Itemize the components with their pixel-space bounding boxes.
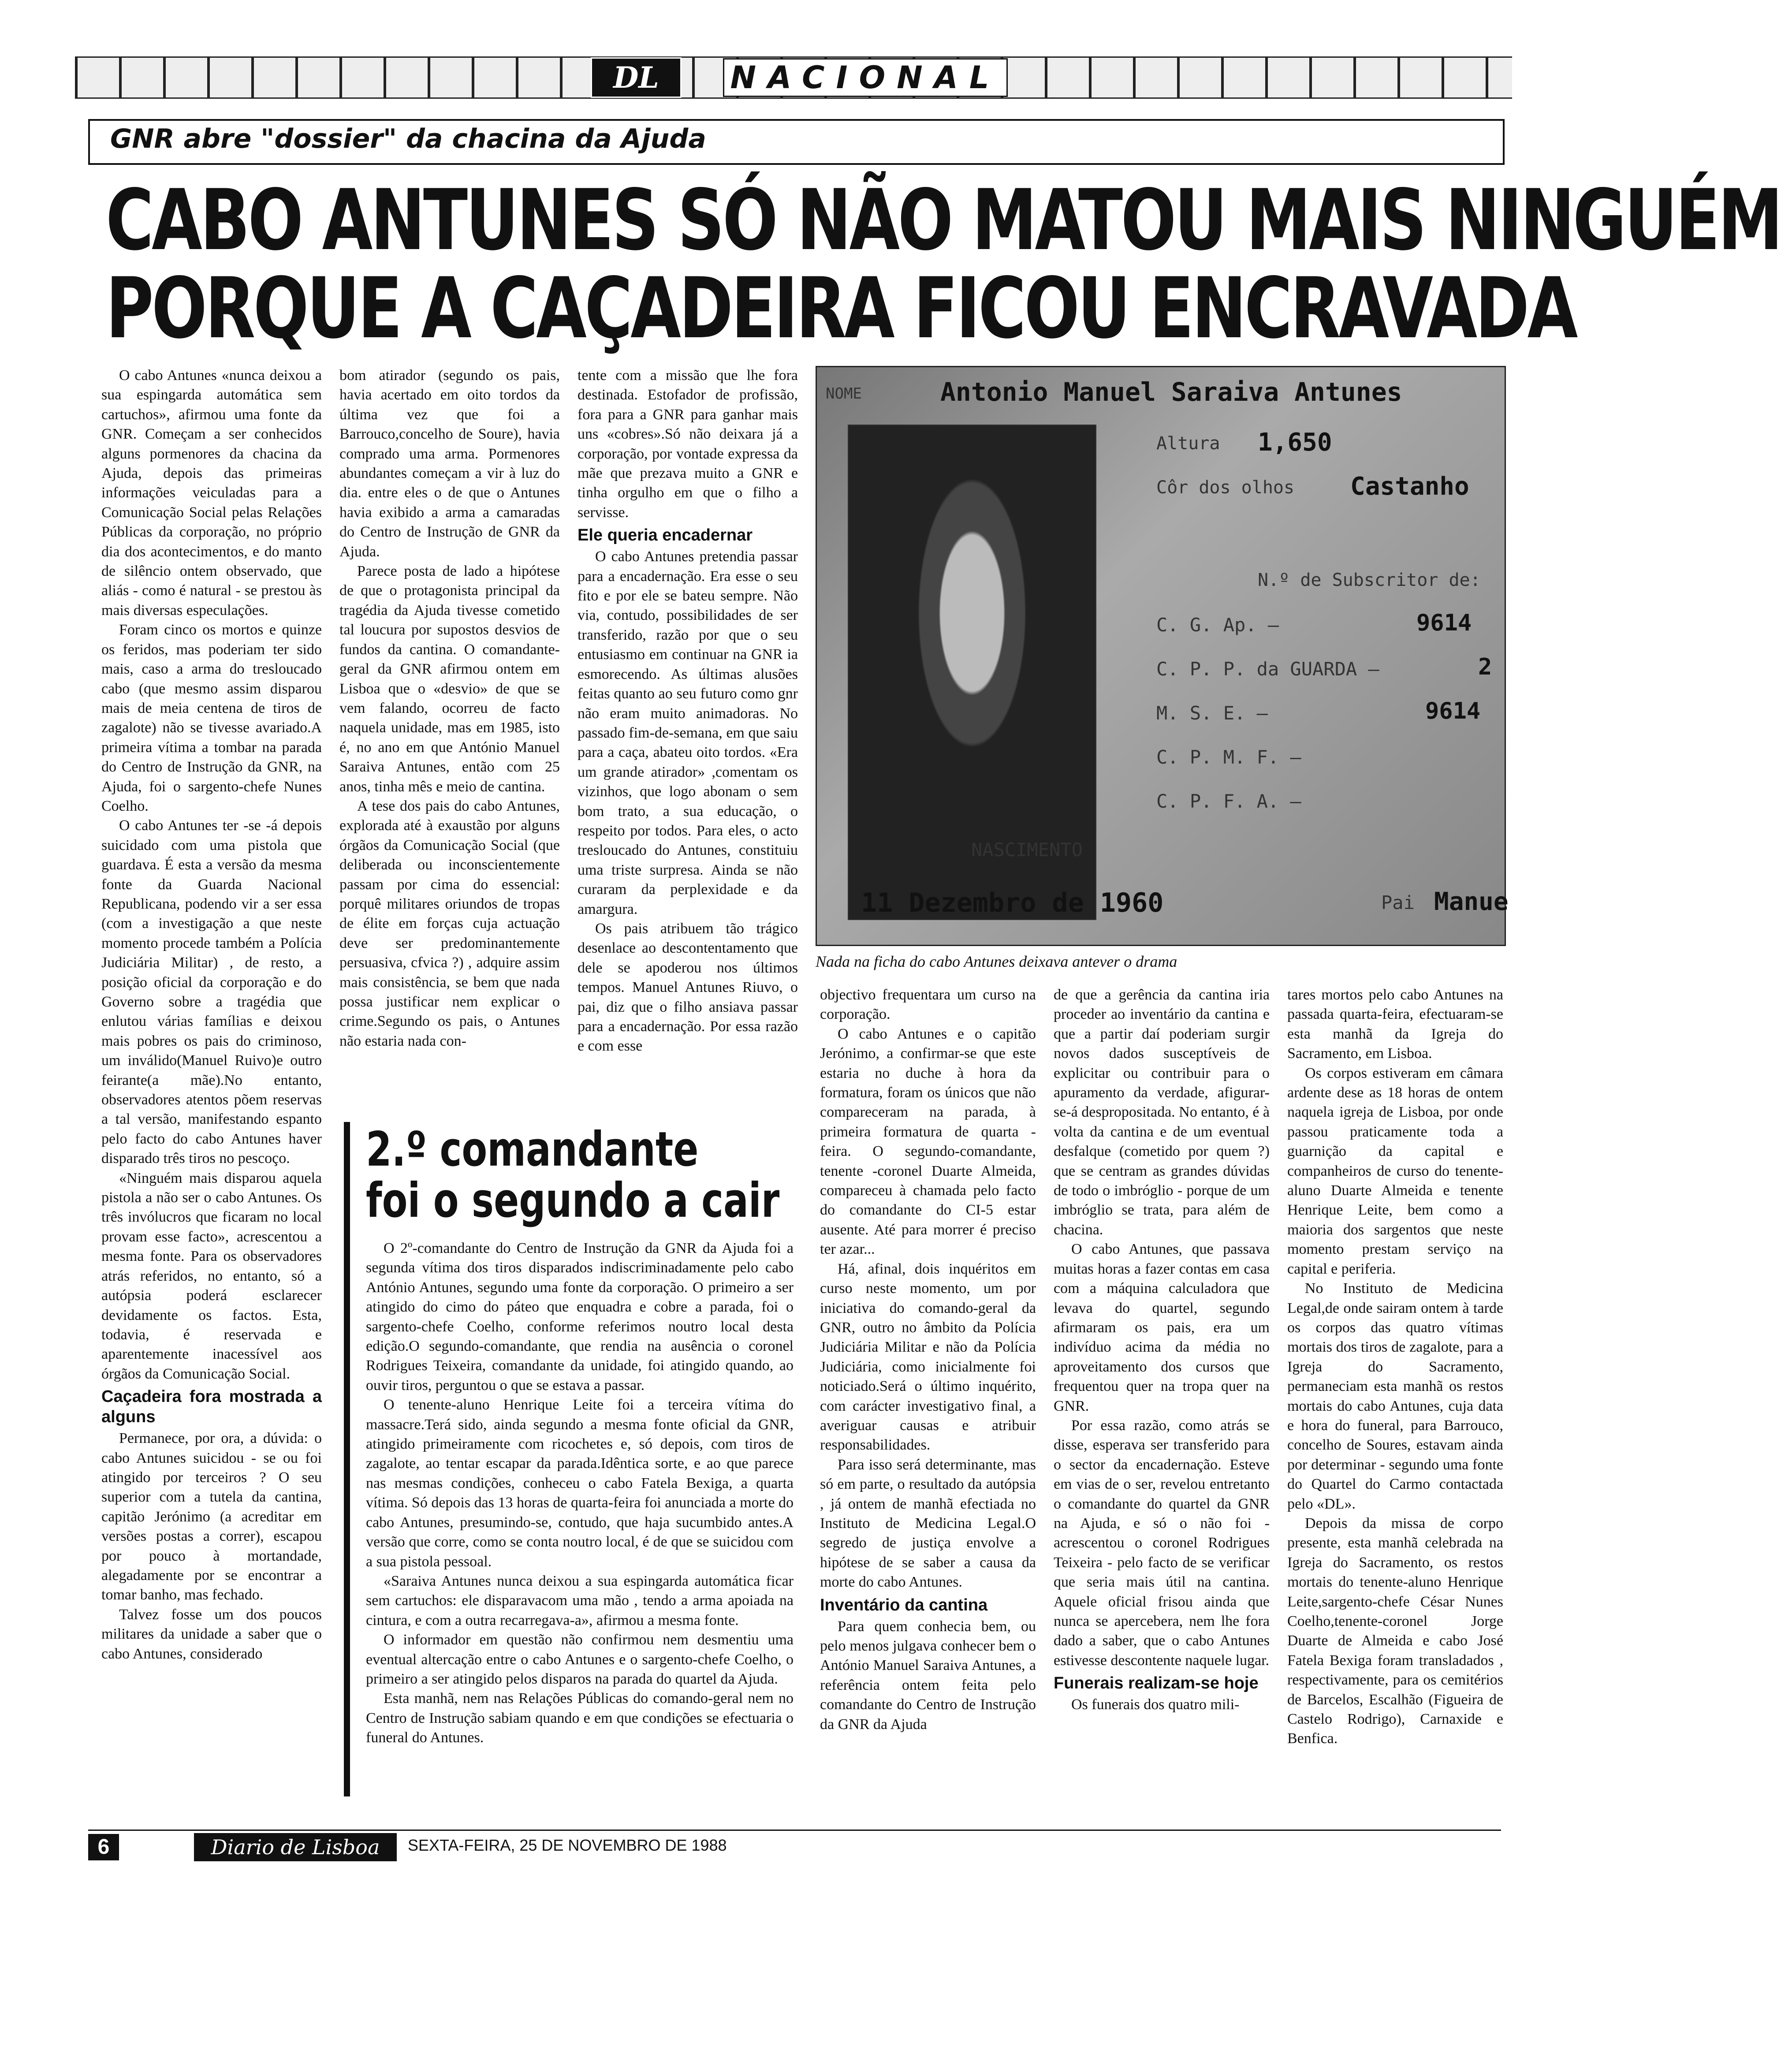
box-headline — [366, 1124, 779, 1226]
kicker: GNR abre "dossier" da chacina da Ajuda — [110, 123, 706, 154]
card-cga: C. G. Ap. — — [1156, 614, 1279, 636]
paragraph: O 2º-comandante do Centro de Instrução da GNR da Ajuda foi a segunda vítima dos tiros disparados indiscriminadamente pelo cabo António Antunes, segundo uma fonte da corporação. O primeiro a ser atingido do cimo do páteo que enquadra e cobre a parada, foi o sargento-chefe Coelho, conforme referimos noutro local desta edição.O segundo-comandante, que rendia na ausência o coronel Rodrigues Teixeira, comandante da unidade, foi atingido quando, ao ouvir tiros, perguntou o que se estava a passar. — [366, 1240, 794, 1394]
paragraph: de que a gerência da cantina iria proceder ao inventário da cantina e que a partir daí poderiam surgir novos dados susceptíveis de explicitar ou contribuir para o apuramento da verdade, afigurar-se-á despropositada. No entanto, é à volta da cantina e de um eventual desfalque (cometido por quem ?) que se centram as grandes dúvidas de todo o imbróglio - porque de um imbróglio se trata, para além de chacina. — [1054, 987, 1270, 1238]
article-column-2 — [339, 366, 560, 1115]
paragraph: «Saraiva Antunes nunca deixou a sua espingarda automática ficar sem cartuchos: ele disparavacom uma mão , tendo a arma apoiada na cintura, e com a outra recarregava-a», afirmou a mesma fonte. — [366, 1573, 794, 1629]
paragraph: O tenente-aluno Henrique Leite foi a terceira vítima do massacre.Terá sido, ainda segundo a mesma fonte oficial da GNR, atingido primeiramente com ricochetes e, só depois, com tiros de zagalote, ao tentar escapar da parada.Idêntica sorte, e ao que parece nas mesmas condições, conheceu o cabo Fatela Bexiga, a quarta vítima. Só depois das 13 horas de quarta-feira foi anunciada a morte do cabo Antunes, presumindo-se, contudo, que haja sucumbido antes.A versão que corre, como se conta noutro local, é de que se suicidou com a sua pistola pessoal. — [366, 1397, 794, 1570]
paragraph: Talvez fosse um dos poucos militares da unidade a saber que o cabo Antunes, considerado — [101, 1606, 322, 1662]
card-altura: 1,650 — [1258, 428, 1332, 457]
id-card-photo — [816, 366, 1509, 946]
paragraph: Esta manhã, nem nas Relações Públicas do comando-geral nem no Centro de Instrução sabiam quando e em que condições se efectuaria o funeral do Antunes. — [366, 1690, 794, 1746]
issue-date: SEXTA-FEIRA, 25 DE NOVEMBRO DE 1988 — [408, 1836, 727, 1854]
paragraph: Os corpos estiveram em câmara ardente dese as 18 horas de ontem naquela igreja de Lisboa, por onde passou praticamente toda a guarnição da capital e companheiros de curso do tenente-aluno Duarte Almeida e tenente Henrique Leite, bem como a maioria dos sargentos que neste momento prestam serviço na capital e periferia. — [1287, 1065, 1503, 1277]
paragraph: objectivo frequentara um curso na corporação. — [820, 987, 1036, 1023]
card-cpfa: C. P. F. A. — — [1156, 790, 1301, 812]
paragraph: tente com a missão que lhe fora destinada. Estofador de profissão, fora para a GNR para ganhar mais uns «cobres».Só não deixara já a corporação, por vontade expressa da mãe que prezava muito a GNR e tinha orgulho em que o filho a servisse. — [578, 367, 798, 521]
page-number: 6 — [88, 1834, 119, 1860]
paragraph: Os pais atribuem tão trágico desenlace ao descontentamento que dele se apoderou nos últimos tempos. Manuel Antunes Riuvo, o pai, diz que o filho ansiava passar para a encadernação. Por essa razão e com esse — [578, 920, 798, 1055]
card-mse: M. S. E. — — [1156, 702, 1268, 724]
headline — [106, 171, 1781, 357]
paragraph: O cabo Antunes ter -se -á depois suicidado com uma pistola que guardava. É esta a versão da mesma fonte da Guarda Nacional Republicana, podendo vir a ser essa (com a investigação a que neste momento procede também a Polícia Judiciária Militar) , de resto, a posição oficial da corporação e do Governo sobre a tragédia que enlutou várias famílias e deixou mais pobres os pais do criminoso, um inválido(Manuel Ruivo)e outro feirante(a mãe).No entanto, observadores atentos põem reservas a tal versão, manifestando espanto pelo facto do cabo Antunes haver disparado três tiros no pescoço. — [101, 817, 322, 1167]
card-nascimento: 11 Dezembro de 1960 — [861, 887, 1164, 918]
card-mse-value: 9614 — [1425, 698, 1481, 724]
paragraph: O cabo Antunes e o capitão Jerónimo, a confirmar-se que este estaria no duche à hora da formatura, foram os únicos que não compareceram na parada, à primeira formatura de quarta - feira. O segundo-comandante, tenente -coronel Duarte Almeida, compareceu à chamada pelo facto do comandante do CI-5 estar ausente. Até para morrer é preciso ter azar... — [820, 1025, 1036, 1258]
article-column-1 — [101, 366, 322, 1821]
card-subscritor: N.º de Subscritor de: — [1258, 570, 1481, 590]
card-nascimento-label: NASCIMENTO — [971, 839, 1083, 861]
card-pai-label: Pai — [1381, 892, 1415, 913]
paragraph: Para isso será determinante, mas só em parte, o resultado da autópsia , já ontem de manhã efectiada no Instituto de Medicina Legal.O segredo de justiça envolve a hipótese de se saber a causa da morte do cabo Antunes. — [820, 1456, 1036, 1591]
paragraph: bom atirador (segundo os pais, havia acertado em oito tordos da última vez que foi a Barrouco,concelho de Soure), havia comprado uma arma. Pormenores abundantes começam a vir à luz do dia. entre eles o de que o Antunes havia exibido a arma a camaradas do Centro de Instrução de GNR da Ajuda. — [339, 367, 560, 560]
section-name: NACIONAL — [723, 58, 1008, 97]
card-pai-value: Manue — [1434, 887, 1509, 916]
headline-line-1: CABO ANTUNES SÓ NÃO MATOU MAIS NINGUÉM — [106, 171, 1781, 269]
article-column-6 — [1287, 985, 1503, 1819]
subheading: Caçadeira fora mostrada a alguns — [101, 1387, 322, 1427]
paragraph: Foram cinco os mortos e quinze os feridos, mas poderiam ter sido mais, caso a arma do tresloucado cabo (que mesmo assim disparou mais de meia centena de tiros de zagalote) não se tivesse avariado.A primeira vítima a tombar na parada do Centro de Instrução da GNR, na Ajuda, foi o sargento-chefe Nunes Coelho. — [101, 622, 322, 814]
paragraph: O cabo Antunes, que passava muitas horas a fazer contas em casa com a máquina calculadora que levava do quartel, segundo afirmaram os pais, era um indivíduo acima da média no aproveitamento dos cursos que frequentou quer na tropa quer na GNR. — [1054, 1241, 1270, 1414]
subheading: Inventário da cantina — [820, 1595, 988, 1614]
headline-line-2: PORQUE A CAÇADEIRA FICOU ENCRAVADA — [106, 260, 1576, 357]
article-column-3 — [578, 366, 798, 1115]
card-cpp: C. P. P. da GUARDA — — [1156, 658, 1379, 680]
paragraph: tares mortos pelo cabo Antunes na passada quarta-feira, efectuaram-se esta manhã da Igreja do Sacramento, em Lisboa. — [1287, 987, 1503, 1062]
paragraph: «Ninguém mais disparou aquela pistola a não ser o cabo Antunes. Os três invólucros que ficaram no local provam esse facto», acrescentou a mesma fonte. Para os observadores atrás referidos, no entanto, só a autópsia poderá esclarecer devidamente os factos. Esta, todavia, é reservada e aparentemente inacessível aos órgãos da Comunicação Social. — [101, 1170, 322, 1382]
paragraph: O cabo Antunes «nunca deixou a sua espingarda automática sem cartuchos», afirmou uma fonte da GNR. Começam a ser conhecidos alguns pormenores da chacina da Ajuda, depois das primeiras informações veiculadas para a Comunicação Social pelas Relações Públicas da corporação, no próprio dia dos acontecimentos, e do manto de silêncio ontem observado, que aliás - como é natural - se prestou às mais diversas especulações. — [101, 367, 322, 619]
card-cpmf: C. P. M. F. — — [1156, 746, 1301, 768]
card-olhos-label: Côr dos olhos — [1156, 477, 1295, 498]
subheading: Ele queria encadernar — [578, 526, 753, 545]
paragraph: Há, afinal, dois inquéritos em curso neste momento, um por iniciativa do comando-geral da GNR, outro no âmbito da Polícia Judiciária Militar e não da Polícia Judiciária, como inicialmente foi noticiado.Será o último inquérito, com carácter investigativo final, a averiguar causas e atribuir responsabilidades. — [820, 1260, 1036, 1453]
box-rule — [344, 1122, 350, 1796]
section-logo: DL — [591, 57, 682, 98]
paragraph: Os funerais dos quatro mili- — [1071, 1696, 1240, 1713]
paragraph: No Instituto de Medicina Legal,de onde sairam ontem à tarde os corpos das quatro vítimas mortais dos tiros de zagalote, para a Igreja do Sacramento, permaneciam esta manhã os restos mortais do cabo Antunes, cuja data e hora do funeral, para Barrouco, concelho de Soures, estavam ainda por determinar - segundo uma fonte do Quartel do Carmo contactada pelo «DL». — [1287, 1280, 1503, 1512]
paragraph: Por essa razão, como atrás se disse, esperava ser transferido para o sector da encadernação. Esteve em vias de o ser, revelou entretanto o comandante do quartel da GNR na Ajuda, e só o não foi - acrescentou o coronel Rodrigues Teixeira - pelo facto de se verificar que seria mais útil na cantina. Aquele oficial frisou ainda que nunca se apercebera, nem lhe fora dado a saber, que o cabo Antunes estivesse descontente naquele lugar. — [1054, 1417, 1270, 1669]
newspaper-masthead: Diario de Lisboa — [194, 1833, 397, 1861]
article-column-5 — [1054, 985, 1270, 1819]
card-cpp-value: 2 — [1478, 654, 1492, 680]
article-column-4 — [820, 985, 1036, 1819]
paragraph: Permanece, por ora, a dúvida: o cabo Antunes suicidou - se ou foi atingido por terceiros ? O seu superior com a tutela da cantina, capitão Jerónimo (a acreditar em versões postas a correr), escapou por pouco à mortandade, alegadamente por se encontrar a tomar banho, mas fechado. — [101, 1430, 322, 1603]
card-cga-value: 9614 — [1416, 610, 1472, 636]
paragraph: Para quem conhecia bem, ou pelo menos julgava conhecer bem o António Manuel Saraiva Antunes, a referência ontem feita pelo comandante do Centro de Instrução da GNR da Ajuda — [820, 1618, 1036, 1733]
paragraph: Parece posta de lado a hipótese de que o protagonista principal da tragédia da Ajuda tivesse cometido tal loucura por supostos desvios de fundos da cantina. O comandante-geral da GNR afirmou ontem em Lisboa que o «desvio» de que se vem falando, ocorreu de facto naquela unidade, mas em 1985, isto é, no ano em que António Manuel Saraiva Antunes, então com 25 anos, tinha mês e meio de cantina. — [339, 563, 560, 795]
paragraph: O cabo Antunes pretendia passar para a encadernação. Era esse o seu fito e por ele se bateu sempre. Não via, contudo, possibilidades de ser transferido, razão por que o seu entusiasmo em continuar na GNR ia esmorecendo. As últimas alusões feitas quanto ao seu futuro como gnr não eram muito animadoras. No passado fim-de-semana, em que saiu para a caça, abateu oito tordos. «Era um grande atirador» ,comentam os vizinhos, que logo abonam o sem bom trato, a sua educação, o respeito por todos. Para eles, o acto tresloucado do Antunes, constituiu uma triste surpresa. Ainda se não curaram da perplexidade e da amargura. — [578, 548, 798, 917]
box-article — [366, 1239, 794, 1821]
card-altura-label: Altura — [1156, 433, 1220, 454]
footer-rule — [88, 1830, 1501, 1831]
card-nome: Antonio Manuel Saraiva Antunes — [940, 377, 1402, 407]
box-headline-line-1: 2.º comandante — [366, 1122, 699, 1177]
box-headline-line-2: foi o segundo a cair — [366, 1173, 780, 1228]
photo-caption: Nada na ficha do cabo Antunes deixava antever o drama — [816, 953, 1177, 970]
card-nome-label: NOME — [826, 385, 862, 402]
subheading: Funerais realizam-se hoje — [1054, 1674, 1259, 1693]
paragraph: O informador em questão não confirmou nem desmentiu uma eventual altercação entre o cabo Antunes e o sargento-chefe Coelho, o primeiro a ser atingido pelos disparos na parada do quartel da Ajuda. — [366, 1632, 794, 1687]
paragraph: Depois da missa de corpo presente, esta manhã celebrada na Igreja do Sacramento, os restos mortais do tenente-aluno Henrique Leite,sargento-chefe César Nunes Coelho,tenente-coronel Jorge Duarte de Almeida e cabo José Fatela Bexiga foram transladados , respectivamente, para os cemitérios de Barcelos, Escalhão (Figueira de Castelo Rodrigo), Carnaxide e Benfica. — [1287, 1515, 1503, 1747]
card-olhos: Castanho — [1350, 472, 1469, 501]
paragraph: A tese dos pais do cabo Antunes, explorada até à exaustão por alguns órgãos da Comunicação Social (que deliberada ou inconscientemente passam por cima do essencial: porquê militares oriundos de tropas de élite em forças cuja actuação deve ser predominantemente persuasiva, cfvica ?) , adquire assim mais consistência, se bem que nada possa justificar nem explicar o crime.Segundo os pais, o Antunes não estaria nada con- — [339, 797, 560, 1049]
